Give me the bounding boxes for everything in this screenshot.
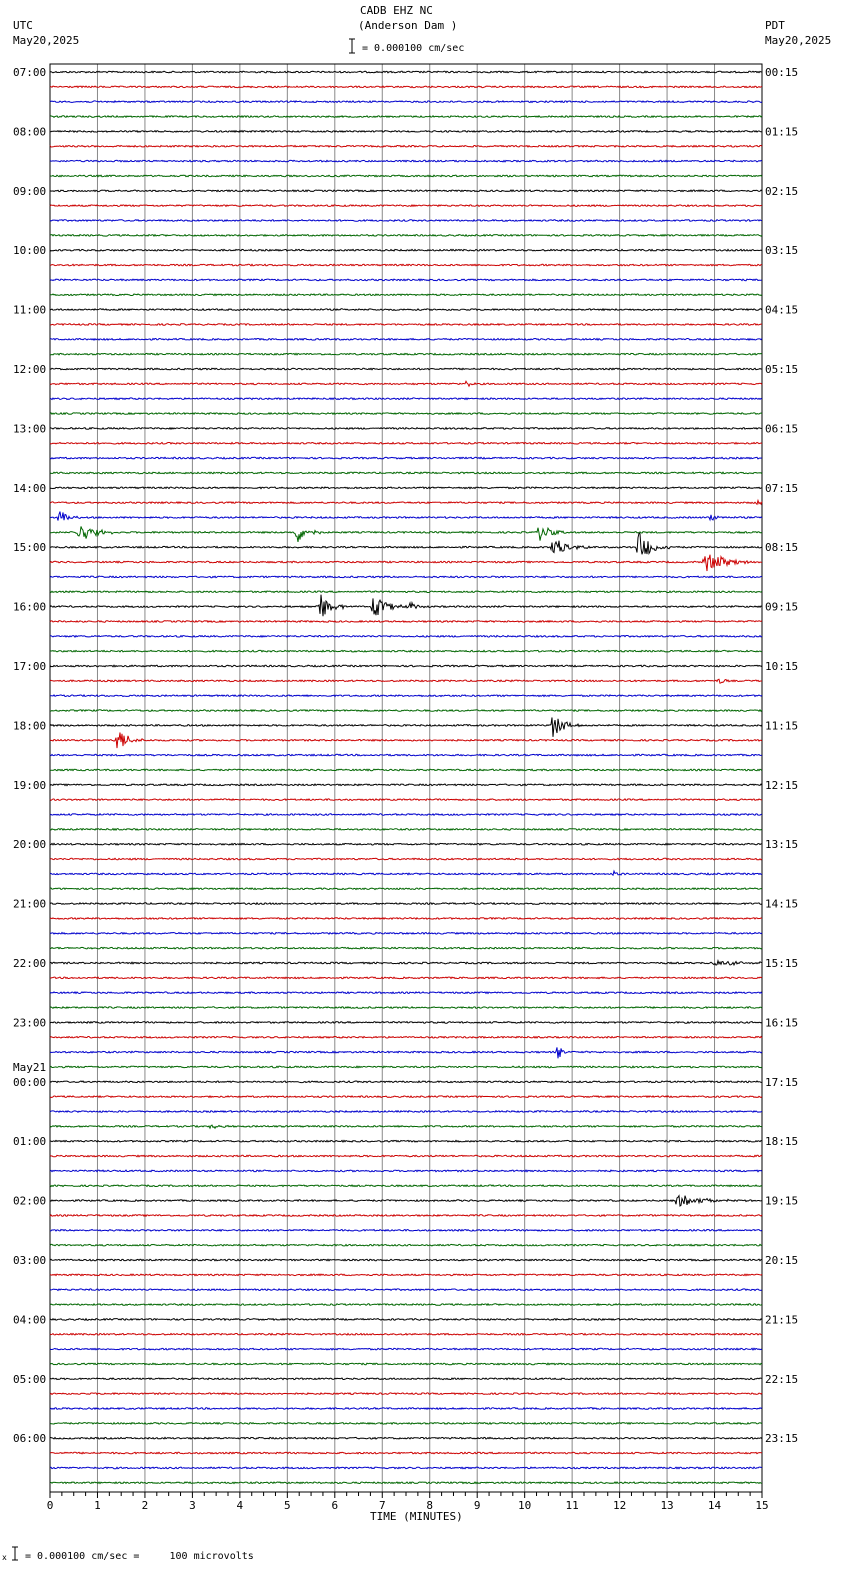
pdt-hour-label: 21:15: [765, 1313, 799, 1327]
pdt-hour-label: 14:15: [765, 897, 799, 911]
trace-line: [50, 1125, 762, 1128]
trace-line: [50, 1196, 762, 1206]
pdt-hour-label: 13:15: [765, 838, 799, 852]
trace-line: [50, 1304, 762, 1306]
trace-line: [50, 472, 762, 474]
trace-line: [50, 86, 762, 88]
pdt-hour-label: 03:15: [765, 244, 799, 258]
trace-line: [50, 992, 762, 994]
trace-line: [50, 829, 762, 831]
trace-line: [50, 595, 762, 617]
trace-line: [50, 235, 762, 237]
trace-line: [50, 1185, 762, 1187]
trace-line: [50, 814, 762, 816]
trace-line: [50, 1437, 762, 1439]
trace-line: [50, 1155, 762, 1157]
trace-line: [50, 1096, 762, 1098]
trace-line: [50, 1348, 762, 1350]
x-tick-label: 12: [612, 1499, 627, 1512]
trace-line: [50, 220, 762, 222]
trace-line: [50, 1230, 762, 1232]
utc-hour-label: 21:00: [13, 897, 47, 911]
trace-line: [50, 131, 762, 133]
trace-line: [50, 1170, 762, 1172]
x-tick-label: 11: [565, 1499, 579, 1512]
trace-line: [50, 665, 762, 667]
pdt-hour-label: 15:15: [765, 957, 799, 970]
pdt-hour-label: 12:15: [765, 778, 799, 792]
utc-hour-label: 09:00: [13, 184, 47, 198]
trace-line: [50, 784, 762, 786]
date-change-label: May21: [13, 1061, 47, 1074]
trace-line: [50, 977, 762, 979]
trace-line: [50, 1378, 762, 1380]
utc-hour-label: 07:00: [13, 66, 47, 79]
trace-line: [50, 933, 762, 935]
utc-hour-label: 02:00: [13, 1194, 47, 1208]
pdt-hour-label: 04:15: [765, 303, 799, 317]
utc-hour-label: 13:00: [13, 422, 47, 436]
x-tick-label: 5: [284, 1499, 291, 1512]
pdt-hour-label: 06:15: [765, 422, 799, 436]
trace-line: [50, 1022, 762, 1024]
pdt-hour-label: 08:15: [765, 541, 799, 555]
x-tick-label: 14: [707, 1499, 722, 1512]
x-tick-label: 2: [141, 1499, 149, 1512]
trace-line: [50, 526, 762, 542]
utc-hour-label: 16:00: [13, 600, 47, 614]
trace-line: [50, 591, 762, 593]
x-tick-label: 1: [94, 1499, 101, 1512]
x-tick-label: 10: [518, 1499, 532, 1512]
trace-line: [50, 398, 762, 400]
trace-line: [50, 1334, 762, 1336]
trace-line: [50, 858, 762, 860]
trace-line: [50, 1423, 762, 1425]
trace-line: [50, 309, 762, 311]
x-axis-label: TIME (MINUTES): [370, 1510, 463, 1523]
utc-label: UTC: [13, 19, 33, 32]
pdt-hour-label: 19:15: [765, 1194, 799, 1208]
trace-line: [50, 947, 762, 949]
trace-line: [50, 443, 762, 445]
footer-corner-mark: x: [2, 1553, 7, 1562]
trace-line: [50, 718, 762, 737]
trace-line: [50, 733, 762, 749]
trace-line: [50, 1467, 762, 1469]
trace-line: [50, 487, 762, 489]
x-tick-label: 7: [378, 1499, 386, 1512]
seismic-traces: [50, 71, 762, 1483]
trace-line: [50, 1244, 762, 1246]
pdt-hour-label: 16:15: [765, 1016, 799, 1030]
trace-line: [50, 843, 762, 845]
utc-hour-label: 08:00: [13, 125, 47, 139]
trace-line: [50, 1274, 762, 1276]
trace-line: [50, 146, 762, 148]
trace-line: [50, 101, 762, 103]
trace-line: [50, 1319, 762, 1321]
pdt-hour-label: 07:15: [765, 481, 799, 495]
trace-line: [50, 1452, 762, 1454]
utc-hour-label: 06:00: [13, 1432, 47, 1446]
trace-line: [50, 621, 762, 623]
utc-hour-label: 10:00: [13, 244, 47, 258]
utc-hour-label: 04:00: [13, 1313, 47, 1327]
utc-hour-label: 03:00: [13, 1254, 47, 1267]
trace-line: [50, 888, 762, 890]
pdt-hour-label: 18:15: [765, 1135, 799, 1149]
trace-line: [50, 1408, 762, 1410]
utc-hour-label: 11:00: [13, 303, 47, 317]
scale-text: = 0.000100 cm/sec: [362, 43, 465, 54]
trace-line: [50, 294, 762, 296]
x-tick-label: 3: [189, 1499, 196, 1512]
utc-hour-label: 17:00: [13, 660, 47, 673]
trace-line: [50, 1037, 762, 1039]
trace-line: [50, 1140, 762, 1142]
utc-hour-label: 19:00: [13, 778, 47, 792]
trace-line: [50, 903, 762, 905]
x-tick-label: 6: [331, 1499, 339, 1512]
pdt-hour-label: 23:15: [765, 1432, 799, 1446]
trace-line: [50, 175, 762, 177]
trace-line: [50, 769, 762, 771]
x-tick-label: 9: [473, 1499, 481, 1512]
trace-line: [50, 339, 762, 341]
scale-bar-icon: [349, 39, 355, 53]
trace-line: [50, 871, 762, 875]
x-tick-label: 15: [755, 1499, 769, 1512]
footer-scale-note: = 0.000100 cm/sec = 100 microvolts: [25, 1551, 254, 1562]
pdt-hour-label: 22:15: [765, 1372, 799, 1386]
x-tick-label: 0: [46, 1499, 54, 1512]
trace-line: [50, 160, 762, 162]
pdt-hour-label: 09:15: [765, 600, 799, 614]
trace-line: [50, 754, 762, 756]
utc-hour-label: 00:00: [13, 1075, 47, 1089]
pdt-hour-label: 05:15: [765, 363, 799, 376]
utc-hour-label: 22:00: [13, 957, 47, 970]
utc-hour-label: 18:00: [13, 719, 47, 733]
trace-line: [50, 1081, 762, 1083]
pdt-hour-label: 10:15: [765, 660, 799, 673]
x-tick-label: 8: [426, 1499, 434, 1512]
x-axis: [47, 1492, 769, 1512]
x-tick-label: 13: [660, 1499, 674, 1512]
trace-line: [50, 249, 762, 251]
trace-line: [50, 1259, 762, 1261]
utc-date: May20,2025: [13, 34, 80, 47]
trace-line: [50, 710, 762, 712]
trace-line: [50, 799, 762, 801]
time-grid: [50, 64, 762, 1492]
trace-line: [50, 264, 762, 266]
trace-line: [50, 1289, 762, 1291]
station-location: (Anderson Dam ): [358, 19, 458, 32]
pdt-date: May20,2025: [765, 34, 832, 47]
trace-line: [50, 1482, 762, 1484]
trace-line: [50, 650, 762, 652]
trace-line: [50, 428, 762, 430]
plot-frame: [50, 64, 762, 1492]
x-tick-label: 4: [236, 1499, 244, 1512]
trace-line: [50, 1066, 762, 1068]
trace-line: [50, 457, 762, 459]
station-title: CADB EHZ NC: [360, 4, 433, 17]
pdt-hour-label: 17:15: [765, 1075, 799, 1089]
trace-line: [50, 116, 762, 118]
trace-line: [50, 501, 762, 505]
utc-hour-label: 20:00: [13, 838, 47, 852]
trace-line: [50, 961, 762, 965]
pdt-hour-label: 02:15: [765, 184, 799, 198]
trace-line: [50, 381, 762, 386]
pdt-hour-label: 00:15: [765, 66, 799, 79]
pdt-hour-label: 20:15: [765, 1254, 799, 1267]
trace-line: [50, 1393, 762, 1395]
trace-line: [50, 695, 762, 697]
utc-hour-label: 14:00: [13, 481, 47, 495]
trace-line: [50, 636, 762, 638]
trace-line: [50, 71, 762, 73]
pdt-label: PDT: [765, 19, 785, 32]
utc-hour-label: 12:00: [13, 363, 47, 376]
trace-line: [50, 555, 762, 571]
trace-line: [50, 368, 762, 370]
utc-hour-label: 01:00: [13, 1135, 47, 1149]
utc-hour-label: 15:00: [13, 541, 47, 555]
trace-line: [50, 679, 762, 683]
trace-line: [50, 413, 762, 415]
trace-line: [50, 918, 762, 920]
footer-scale-bar-icon: [12, 1547, 18, 1560]
pdt-hour-label: 01:15: [765, 125, 799, 139]
pdt-hour-label: 11:15: [765, 719, 799, 733]
trace-line: [50, 576, 762, 578]
trace-line: [50, 1215, 762, 1217]
trace-line: [50, 190, 762, 192]
utc-hour-label: 23:00: [13, 1016, 47, 1030]
utc-hour-label: 05:00: [13, 1372, 47, 1386]
trace-line: [50, 1111, 762, 1113]
trace-line: [50, 512, 762, 521]
trace-line: [50, 353, 762, 355]
trace-line: [50, 1363, 762, 1365]
trace-line: [50, 1047, 762, 1058]
trace-line: [50, 279, 762, 281]
trace-line: [50, 324, 762, 326]
trace-line: [50, 533, 762, 554]
trace-line: [50, 205, 762, 207]
trace-line: [50, 1007, 762, 1009]
